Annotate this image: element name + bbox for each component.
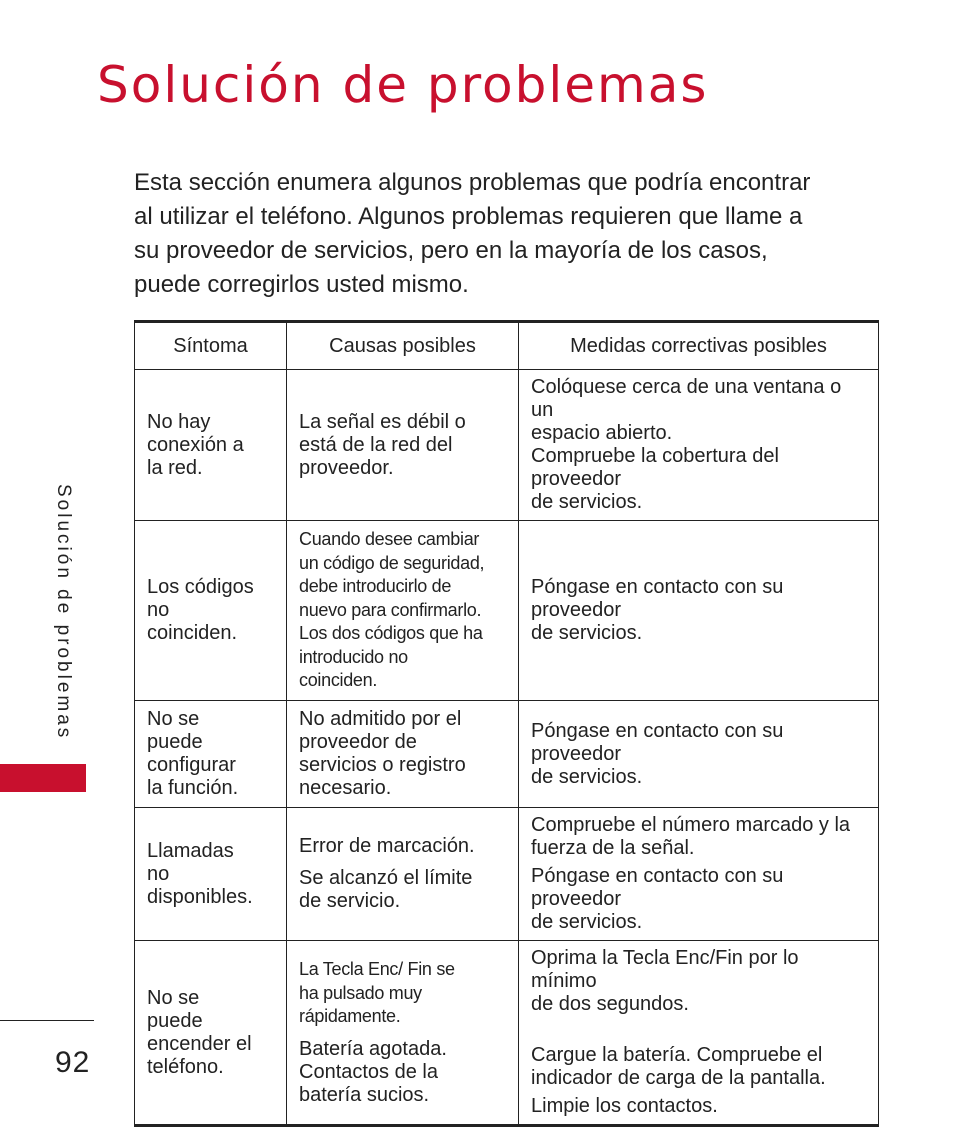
- table-row: [135, 808, 879, 941]
- measure-text: Cargue la batería. Compruebe el indicador de carga de la pantalla.: [531, 1044, 826, 1089]
- symptom-text: No hay conexión a la red.: [147, 410, 244, 479]
- table-row: [135, 521, 879, 701]
- symptom-cell: [135, 521, 287, 701]
- measures-cell: [519, 521, 879, 701]
- troubleshooting-table: [134, 320, 879, 1127]
- causes-cell: [287, 521, 519, 701]
- causes-cell: [287, 701, 519, 808]
- symptom-text: Llamadas no disponibles.: [147, 839, 253, 908]
- cause-text: La señal es débil o está de la red del proveedor.: [299, 410, 466, 479]
- measure-text: Compruebe el número marcado y la fuerza de la señal.: [531, 814, 851, 859]
- cause-text: Batería agotada. Contactos de la batería sucios.: [299, 1037, 447, 1106]
- header-symptom: Síntoma: [135, 322, 287, 370]
- cause-text: Se alcanzó el límite de servicio.: [299, 867, 473, 912]
- symptom-text: No se puede configurar la función.: [147, 708, 239, 799]
- cause-text: Error de marcación.: [299, 835, 475, 857]
- cause-text: No admitido por el proveedor de servicios o registro necesario.: [299, 708, 466, 799]
- measure-text: Limpie los contactos.: [531, 1095, 718, 1117]
- symptom-cell: [135, 370, 287, 521]
- header-measures: Medidas correctivas posibles: [519, 322, 879, 370]
- page-number: 92: [55, 1046, 91, 1079]
- side-section-label: Solución de problemas: [53, 484, 74, 741]
- measure-text: Colóquese cerca de una ventana o un espacio abierto. Compruebe la cobertura del proveedor de servicios.: [531, 376, 842, 513]
- measure-text: Póngase en contacto con su proveedor de servicios.: [531, 865, 784, 933]
- table-row: [135, 701, 879, 808]
- page-title: Solución de problemas: [97, 56, 709, 114]
- symptom-cell: [135, 808, 287, 941]
- causes-cell: [287, 370, 519, 521]
- measure-text: Póngase en contacto con su proveedor de servicios.: [531, 719, 784, 788]
- symptom-text: Los códigos no coinciden.: [147, 576, 254, 644]
- causes-cell: [287, 941, 519, 1126]
- cause-text: La Tecla Enc/ Fin se ha pulsado muy rápidamente.: [299, 959, 455, 1027]
- measure-text: Póngase en contacto con su proveedor de servicios.: [531, 576, 784, 644]
- measures-cell: [519, 941, 879, 1126]
- symptom-cell: [135, 701, 287, 808]
- measures-cell: [519, 808, 879, 941]
- cause-text: Cuando desee cambiar un código de seguridad, debe introducirlo de nuevo para confirmarlo. Los dos códigos que ha introducido no coinciden.: [299, 529, 485, 691]
- table-header-row: [135, 322, 879, 370]
- header-causes: Causas posibles: [287, 322, 519, 370]
- causes-cell: [287, 808, 519, 941]
- measures-cell: [519, 370, 879, 521]
- intro-paragraph: Esta sección enumera algunos problemas que podría encontrar al utilizar el teléfono. Algunos problemas requieren que llame a su proveedor de servicios, pero en la mayoría de los casos, puede corregirlos usted mismo.: [134, 169, 811, 298]
- measures-cell: [519, 701, 879, 808]
- side-section-tab: [0, 764, 86, 792]
- table-row: [135, 941, 879, 1126]
- measure-text: Oprima la Tecla Enc/Fin por lo mínimo de dos segundos.: [531, 947, 799, 1015]
- table-row: [135, 370, 879, 521]
- footer-rule: [0, 1020, 94, 1021]
- symptom-cell: [135, 941, 287, 1126]
- symptom-text: No se puede encender el teléfono.: [147, 986, 252, 1078]
